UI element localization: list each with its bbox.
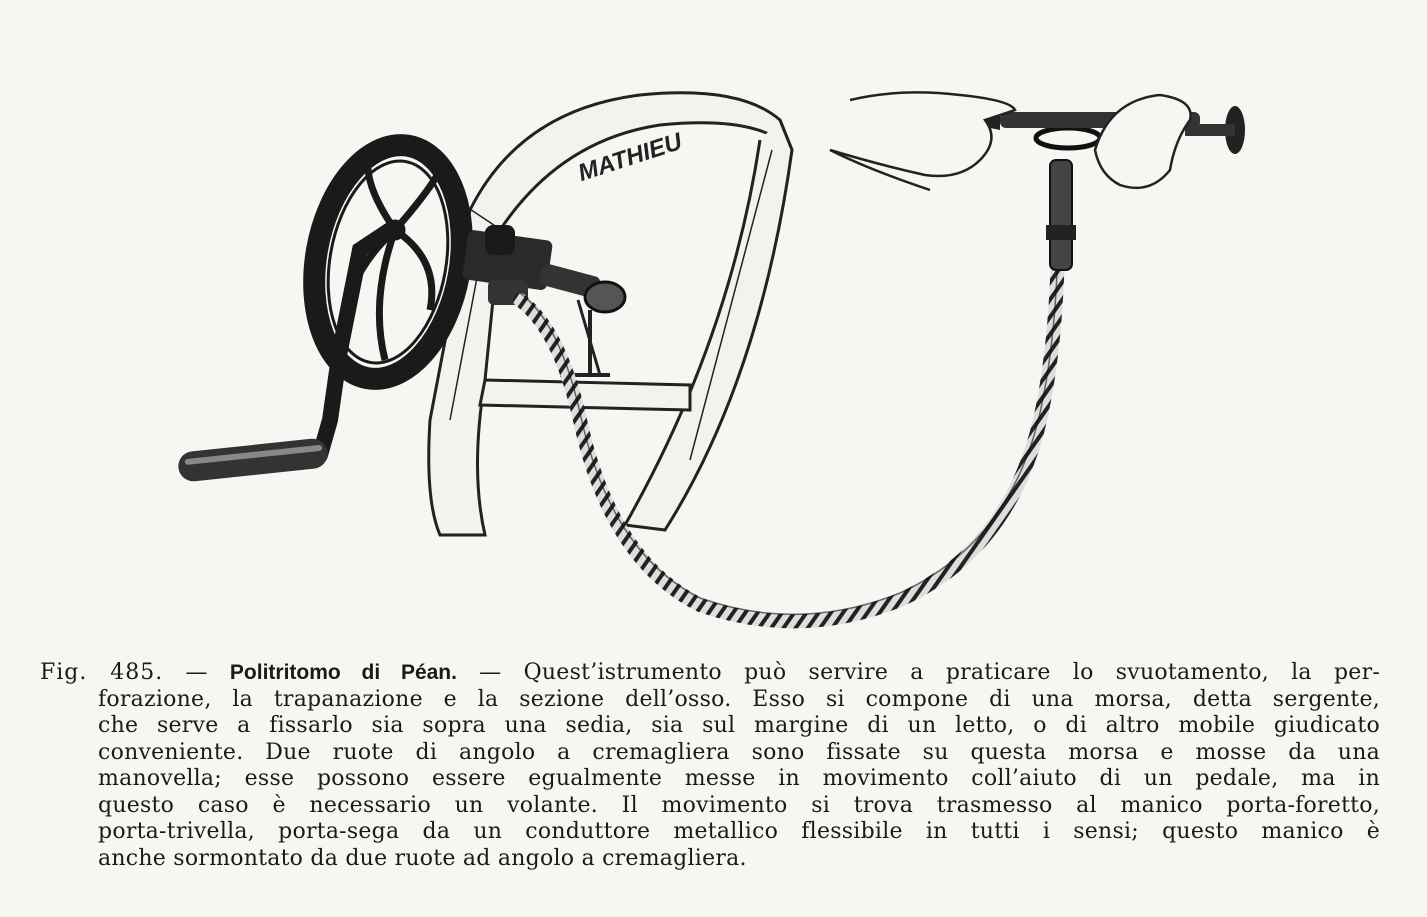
figure-title: Politritomo di Péan. [229,661,457,684]
caption-line-1 [40,660,1380,687]
figure-caption [40,660,1380,872]
caption-line-7: porta-trivella, porta-sega da un conduttore metallico flessibile in tutti i sensi; questo manico è [98,819,1380,844]
handpiece [950,106,1245,270]
caption-dash: — [479,660,502,685]
chair-brand-label: MATHIEU [574,128,686,187]
caption-line-4: conveniente. Due ruote di angolo a cremagliera sono fissate su questa morsa e mosse da una [98,739,1380,765]
caption-dash: — [185,660,208,685]
caption-line-8: anche sormontato da due ruote ad angolo a cremagliera. [98,845,747,871]
caption-text: Quest’istrumento può servire a praticare lo svuotamento, la per- [523,660,1381,685]
caption-line-5: manovella; esse possono essere egualmente messe in movimento coll’aiuto di un pedale, ma in [98,766,1380,791]
operator-hands [830,92,1191,190]
flexible-cable [520,200,1058,621]
caption-line-2: forazione, la trapanazione e la sezione dell’osso. Esso si compone di una morsa, detta sergente, [98,686,1380,712]
figure-number: Fig. 485. [40,660,164,685]
caption-line-6: questo caso è necessario un volante. Il movimento si trova trasmesso al manico porta-foretto, [98,792,1380,818]
caption-line-3: che serve a fissarlo sia sopra una sedia, sia sul margine di un letto, o di altro mobile giudicato [98,713,1380,738]
